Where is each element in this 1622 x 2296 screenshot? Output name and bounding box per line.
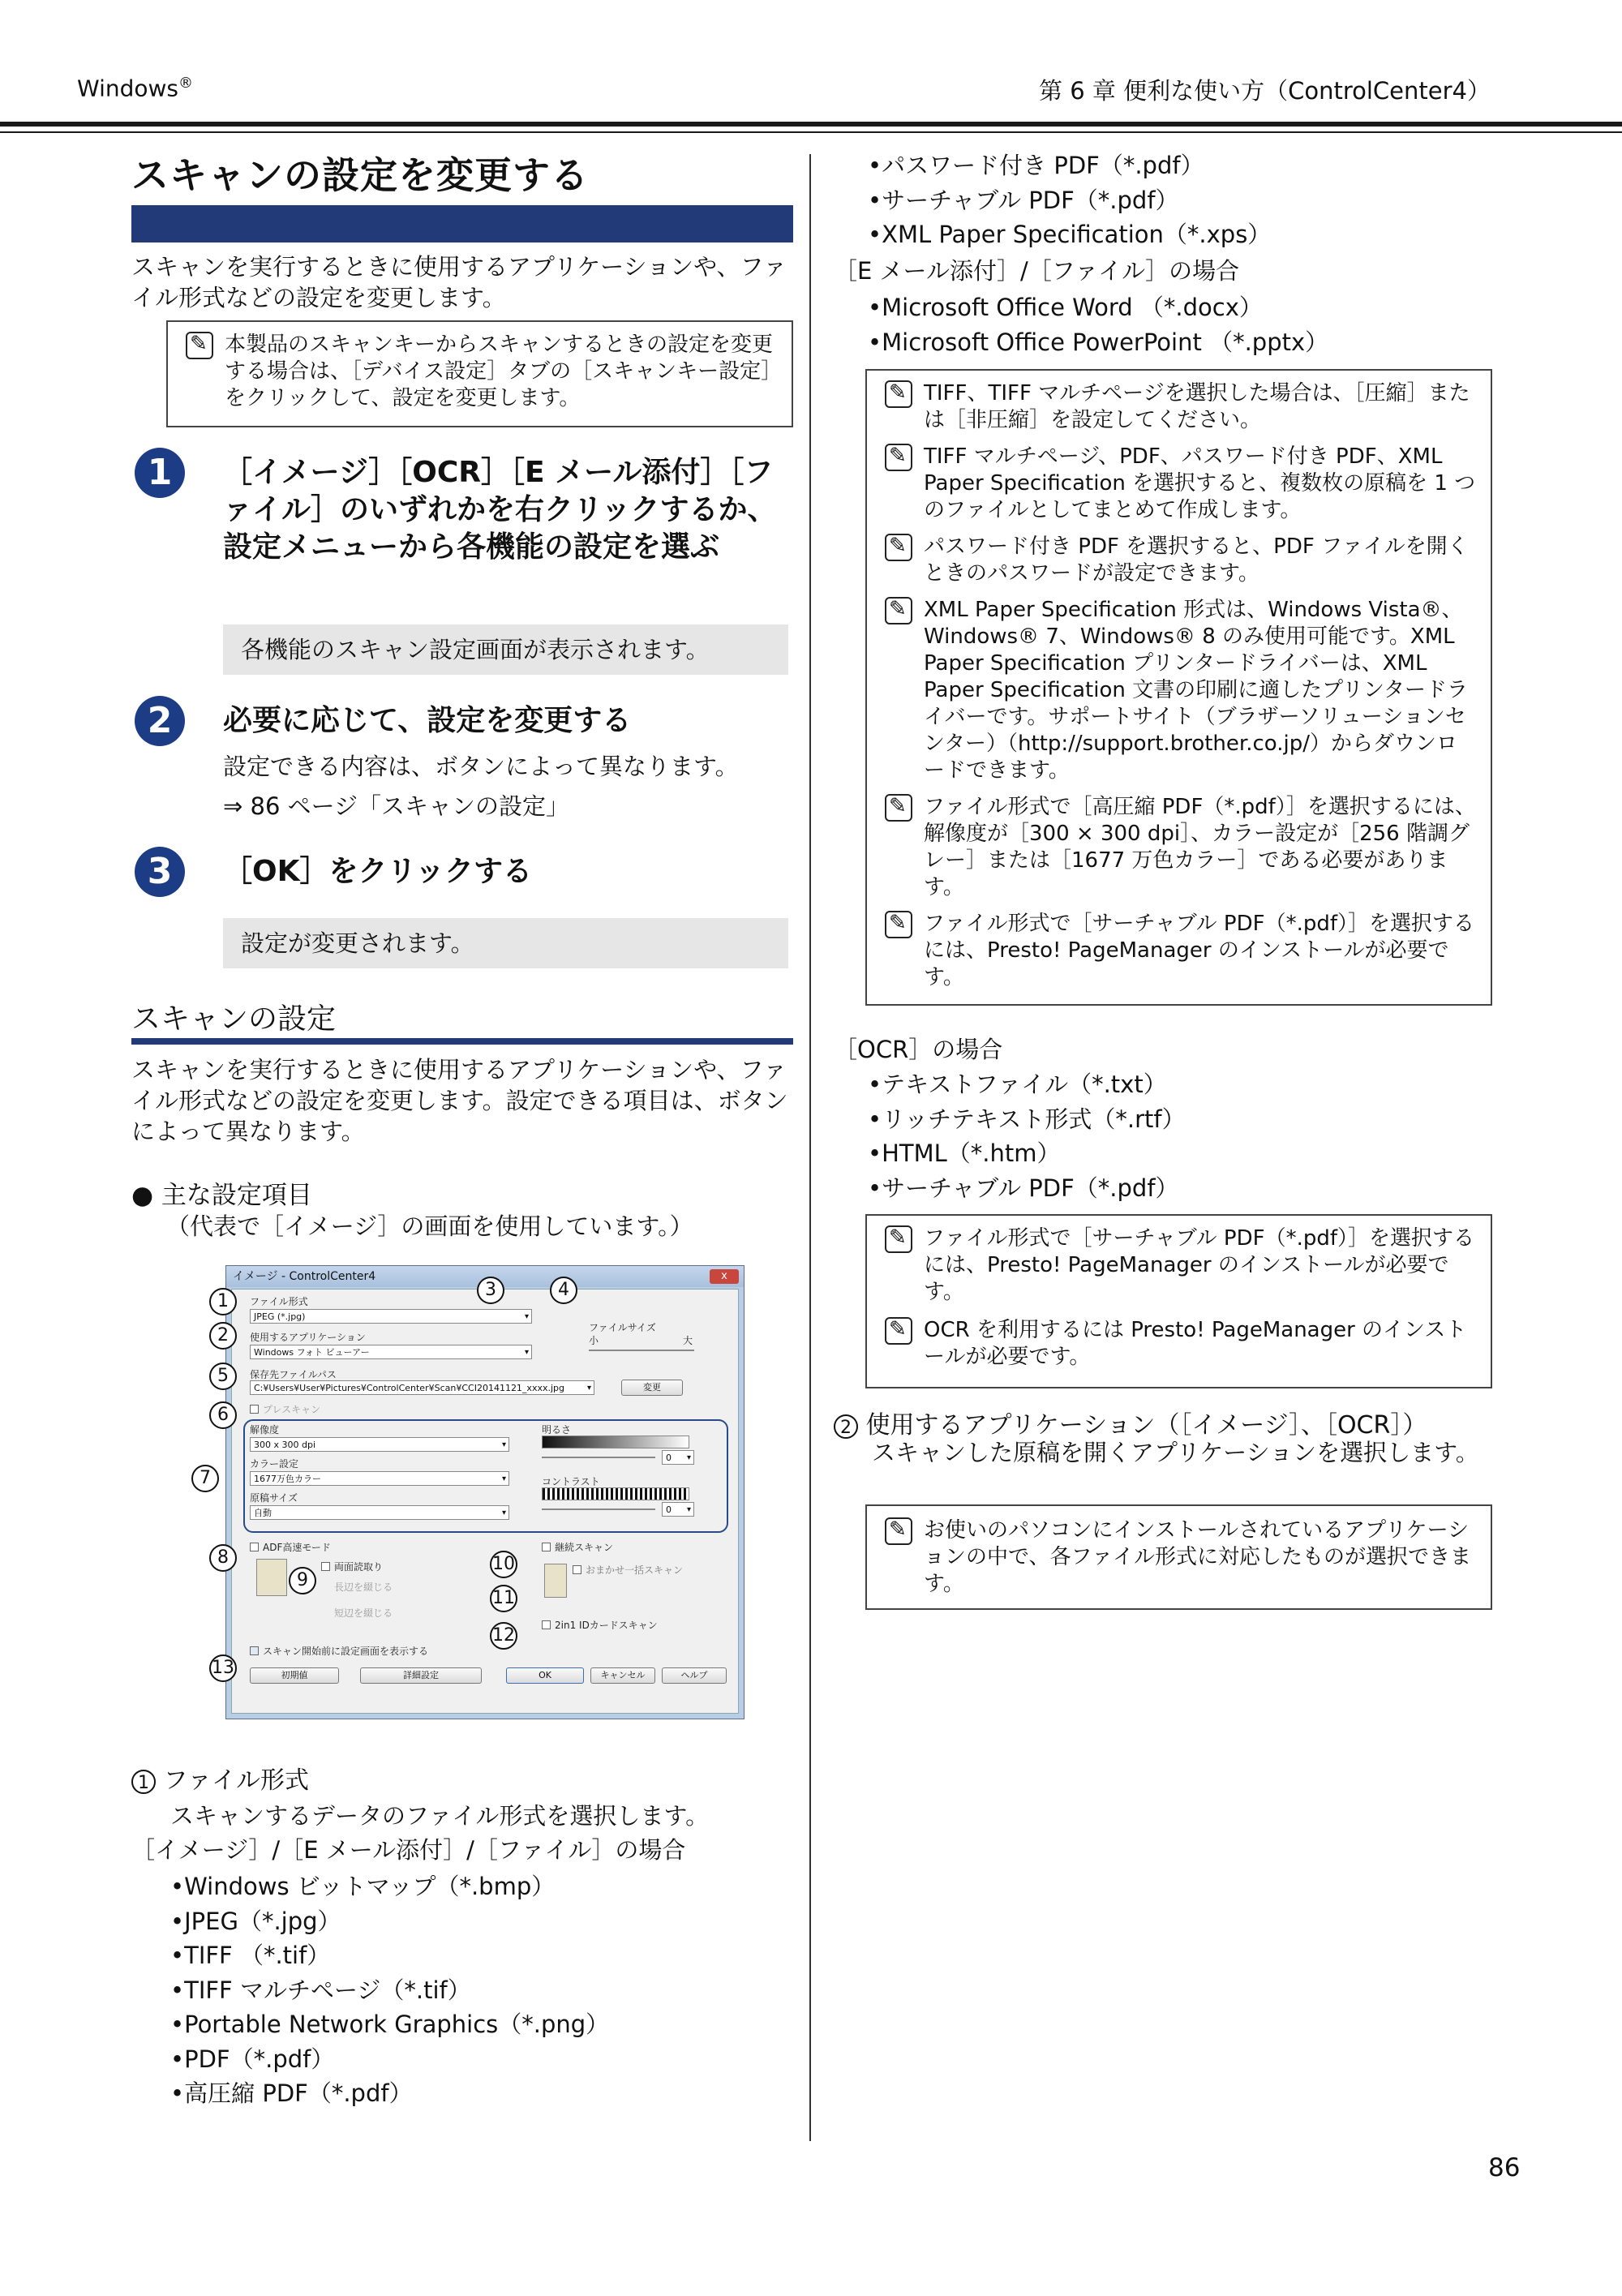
scan-settings-dialog-screenshot xyxy=(225,1265,744,1719)
step-3-title: ［OK］をクリックする xyxy=(223,855,533,888)
item-2-title: 使用するアプリケーション（［イメージ］、［OCR］） xyxy=(865,1411,1427,1440)
help-button[interactable]: ヘルプ xyxy=(662,1667,727,1684)
note-icon xyxy=(186,332,213,359)
resolution-select[interactable]: 300 x 300 dpi ▾ xyxy=(250,1437,509,1452)
section-title-rule xyxy=(131,1038,793,1045)
resolution-label: 解像度 xyxy=(250,1424,280,1436)
step-2-reference-link[interactable]: ⇒ 86 ページ「スキャンの設定」 xyxy=(223,792,570,820)
show-settings-label: スキャン開始前に設定画面を表示する xyxy=(263,1646,429,1657)
brightness-label: 明るさ xyxy=(542,1424,572,1436)
dialog-title: イメージ - ControlCenter4 xyxy=(226,1266,744,1287)
item-1-number: 1 xyxy=(131,1770,156,1794)
format-list-b xyxy=(868,290,1492,359)
short-edge-option[interactable]: 短辺を綴じる xyxy=(334,1607,393,1619)
callout-8: 8 xyxy=(209,1544,237,1572)
brightness-gradient xyxy=(542,1436,689,1448)
format-list-c xyxy=(868,1067,1492,1205)
file-size-slider[interactable] xyxy=(589,1350,694,1351)
list-item: • XML Paper Specification（*.xps） xyxy=(868,217,1492,252)
main-items-heading: ● 主な設定項目 xyxy=(131,1181,312,1210)
list-item: • TIFF マルチページ（*.tif） xyxy=(170,1973,787,2008)
default-button[interactable]: 初期値 xyxy=(250,1667,339,1684)
note-icon xyxy=(885,794,912,822)
prescan-label: プレスキャン xyxy=(263,1404,321,1415)
note-text: OCR を利用するには Presto! PageManager のインストールが必要です。 xyxy=(924,1318,1467,1369)
list-item: • リッチテキスト形式（*.rtf） xyxy=(868,1102,1492,1137)
contrast-value[interactable]: 0 ▾ xyxy=(662,1502,694,1517)
item-1-desc: スキャンするデータのファイル形式を選択します。 xyxy=(170,1802,710,1830)
file-format-label: ファイル形式 xyxy=(250,1296,308,1307)
header-chapter-title: 第 6 章 便利な使い方（ControlCenter4） xyxy=(1039,77,1491,105)
step-2-body: 設定できる内容は、ボタンによって異なります。 xyxy=(223,753,739,780)
step-3-result: 設定が変更されます。 xyxy=(223,918,788,968)
doc-size-label: 原稿サイズ xyxy=(250,1492,298,1504)
duplex-label: 両面読取り xyxy=(334,1561,384,1573)
note-icon xyxy=(885,597,912,624)
note-icon xyxy=(885,380,912,408)
list-item: • サーチャブル PDF（*.pdf） xyxy=(868,1171,1492,1206)
email-case-label: ［E メール添付］/［ファイル］の場合 xyxy=(834,257,1240,285)
file-size-large: 大 xyxy=(683,1335,693,1346)
title-bar xyxy=(131,205,793,242)
callout-11: 11 xyxy=(490,1585,517,1612)
continuous-label: 継続スキャン xyxy=(555,1542,614,1553)
item-1-heading xyxy=(131,1760,793,1796)
app-select[interactable]: Windows フォト ビューアー ▾ xyxy=(250,1345,532,1359)
continuous-checkbox[interactable] xyxy=(542,1543,551,1551)
show-settings-checkbox[interactable] xyxy=(250,1646,259,1655)
contrast-pattern xyxy=(542,1487,689,1500)
column-divider xyxy=(809,154,811,2141)
contrast-label: コントラスト xyxy=(542,1476,600,1487)
note-text: TIFF、TIFF マルチページを選択した場合は、［圧縮］または［非圧縮］を設定してください。 xyxy=(924,381,1470,432)
header-rule-thin xyxy=(0,131,1622,133)
long-edge-option[interactable]: 長辺を綴じる xyxy=(334,1581,393,1593)
list-item: • JPEG（*.jpg） xyxy=(170,1904,787,1939)
notes-box-1 xyxy=(865,369,1492,1006)
contrast-slider[interactable] xyxy=(542,1508,655,1510)
list-item: • 高圧縮 PDF（*.pdf） xyxy=(170,2076,787,2111)
close-icon[interactable]: x xyxy=(710,1269,739,1284)
page-number: 86 xyxy=(1488,2153,1521,2182)
note-icon xyxy=(885,444,912,471)
ok-button[interactable]: OK xyxy=(506,1667,584,1684)
section-title: スキャンの設定 xyxy=(131,1002,337,1036)
idcard-label: 2in1 IDカードスキャン xyxy=(555,1620,658,1631)
page-title: スキャンの設定を変更する xyxy=(131,153,589,197)
list-item: • テキストファイル（*.txt） xyxy=(868,1067,1492,1102)
callout-13: 13 xyxy=(209,1654,237,1682)
notes-box-3 xyxy=(865,1504,1492,1610)
callout-5: 5 xyxy=(209,1363,237,1390)
note-text: TIFF マルチページ、PDF、パスワード付き PDF、XML Paper Specification を選択すると、複数枚の原稿を 1 つのファイルとしてまとめて作成します。 xyxy=(924,444,1476,522)
list-item: • Microsoft Office PowerPoint （*.pptx） xyxy=(868,325,1492,360)
step-2-title: 必要に応じて、設定を変更する xyxy=(223,704,632,737)
note-icon xyxy=(885,1517,912,1545)
path-field[interactable]: C:¥Users¥User¥Pictures¥ControlCenter¥Scan¥CCI20141121_xxxx.jpg ▾ xyxy=(250,1380,594,1395)
note-text: ファイル形式で［サーチャブル PDF（*.pdf）］を選択するには、Presto! PageManager のインストールが必要です。 xyxy=(924,1226,1475,1304)
note-icon xyxy=(885,1225,912,1253)
notes-box-2 xyxy=(865,1214,1492,1388)
dialog-body xyxy=(231,1289,739,1714)
callout-4: 4 xyxy=(550,1277,577,1304)
auto-crop-checkbox[interactable] xyxy=(573,1565,581,1574)
detail-settings-button[interactable]: 詳細設定 xyxy=(360,1667,482,1684)
list-item: • Portable Network Graphics（*.png） xyxy=(170,2007,787,2042)
note-icon xyxy=(885,534,912,561)
format-list-a xyxy=(868,148,1492,252)
list-item: • サーチャブル PDF（*.pdf） xyxy=(868,183,1492,218)
list-item: • パスワード付き PDF（*.pdf） xyxy=(868,148,1492,183)
step-3-badge: 3 xyxy=(135,847,185,897)
header-os-label: Windows® xyxy=(77,75,193,102)
color-select[interactable]: 1677万色カラー ▾ xyxy=(250,1471,509,1486)
list-item: • Windows ビットマップ（*.bmp） xyxy=(170,1869,787,1904)
duplex-image-icon xyxy=(256,1559,287,1596)
adf-checkbox[interactable] xyxy=(250,1543,259,1551)
note-text: ファイル形式で［高圧縮 PDF（*.pdf）］を選択するには、解像度が［300 × 300 dpi］、カラー設定が［256 階調グレー］または［1677 万色カラー］である必要があります。 xyxy=(924,795,1476,899)
prescan-checkbox[interactable] xyxy=(250,1405,259,1414)
step-1-title: ［イメージ］［OCR］［E メール添付］［ファイル］のいずれかを右クリックするか、設定メニューから各機能の設定を選ぶ xyxy=(223,456,777,564)
intro-text: スキャンを実行するときに使用するアプリケーションや、ファイル形式などの設定を変更します。 xyxy=(131,253,787,311)
callout-12: 12 xyxy=(490,1622,517,1650)
item-2-number: 2 xyxy=(834,1414,858,1439)
file-size-label: ファイルサイズ xyxy=(589,1322,656,1333)
intro-note-text: 本製品のスキャンキーからスキャンするときの設定を変更する場合は、［デバイス設定］タブの［スキャンキー設定］をクリックして、設定を変更します。 xyxy=(225,333,774,410)
callout-7: 7 xyxy=(191,1465,219,1492)
app-label: 使用するアプリケーション xyxy=(250,1332,366,1343)
item-1-title: ファイル形式 xyxy=(163,1766,309,1795)
list-item: • PDF（*.pdf） xyxy=(170,2042,787,2077)
callout-9: 9 xyxy=(289,1567,316,1594)
callout-2: 2 xyxy=(209,1322,237,1350)
intro-note xyxy=(166,320,793,427)
brightness-value[interactable]: 0 ▾ xyxy=(662,1450,694,1465)
ocr-case-label: ［OCR］の場合 xyxy=(834,1036,1003,1063)
list-item: • HTML（*.htm） xyxy=(868,1136,1492,1171)
note-text: XML Paper Specification 形式は、Windows Vista®、Windows® 7、Windows® 8 のみ使用可能です。XML Paper Specification プリンタードライバーは、XML Paper Specification 文書の印刷に適したプリンタードライバーです。サポートサイト（ブラザーソリューションセンター）（http://support.brother.co.jp/）からダウンロードできます。 xyxy=(924,598,1469,783)
auto-crop-label: おまかせ一括スキャン xyxy=(586,1564,684,1576)
main-items-subtext: （代表で［イメージ］の画面を使用しています。） xyxy=(166,1212,693,1240)
list-item: • TIFF （*.tif） xyxy=(170,1938,787,1973)
duplex-checkbox[interactable] xyxy=(321,1562,330,1571)
brightness-slider[interactable] xyxy=(542,1457,655,1458)
change-path-button[interactable]: 変更 xyxy=(621,1380,683,1396)
path-label: 保存先ファイルパス xyxy=(250,1369,337,1380)
note-icon xyxy=(885,1317,912,1345)
doc-size-select[interactable]: 自動 ▾ xyxy=(250,1505,509,1520)
callout-3: 3 xyxy=(477,1277,504,1304)
list-item: • Microsoft Office Word （*.docx） xyxy=(868,290,1492,325)
idcard-checkbox[interactable] xyxy=(542,1620,551,1629)
note-text: お使いのパソコンにインストールされているアプリケーションの中で、各ファイル形式に対応したものが選択できます。 xyxy=(924,1518,1471,1596)
header-rule-thick xyxy=(0,122,1622,127)
note-text: パスワード付き PDF を選択すると、PDF ファイルを開くときのパスワードが設定できます。 xyxy=(924,534,1469,586)
step-2-badge: 2 xyxy=(135,696,185,746)
item-2-heading xyxy=(834,1405,1492,1440)
step-1-badge: 1 xyxy=(135,448,185,498)
callout-1: 1 xyxy=(209,1288,237,1315)
item-2-desc: スキャンした原稿を開くアプリケーションを選択します。 xyxy=(872,1439,1479,1466)
item-1-case: ［イメージ］/［E メール添付］/［ファイル］の場合 xyxy=(131,1836,686,1864)
note-icon xyxy=(885,911,912,938)
auto-crop-image-icon xyxy=(544,1564,567,1598)
callout-6: 6 xyxy=(209,1401,237,1429)
adf-label: ADF高速モード xyxy=(263,1542,331,1553)
color-label: カラー設定 xyxy=(250,1458,299,1470)
item-1-format-list xyxy=(170,1869,787,2111)
file-format-select[interactable]: JPEG (*.jpg) ▾ xyxy=(250,1309,532,1324)
section-intro: スキャンを実行するときに使用するアプリケーションや、ファイル形式などの設定を変更します。設定できる項目は、ボタンによって異なります。 xyxy=(131,1056,788,1145)
callout-10: 10 xyxy=(490,1551,517,1578)
cancel-button[interactable]: キャンセル xyxy=(590,1667,655,1684)
file-size-small: 小 xyxy=(589,1335,599,1346)
note-text: ファイル形式で［サーチャブル PDF（*.pdf）］を選択するには、Presto! PageManager のインストールが必要です。 xyxy=(924,912,1475,989)
step-1-result: 各機能のスキャン設定画面が表示されます。 xyxy=(223,624,788,675)
